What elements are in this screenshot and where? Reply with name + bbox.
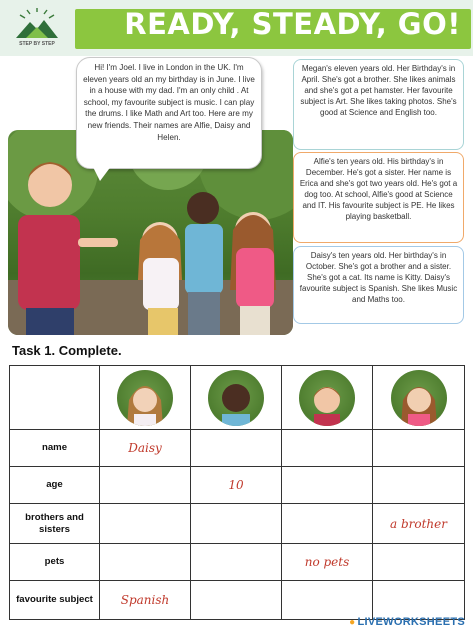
photo-cell-daisy [100,366,191,430]
table-row [10,467,465,504]
photo-row [10,366,465,430]
table-row [10,581,465,620]
answer-cell[interactable] [100,467,191,504]
answer-cell[interactable] [100,504,191,544]
speech-bubble-tail [92,165,112,181]
mountain-logo-icon [6,8,68,52]
boy-photo [208,370,264,426]
answer-cell[interactable] [282,467,373,504]
answer-cell[interactable] [191,544,282,581]
corner-cell [10,366,100,430]
girl-photo [391,370,447,426]
answer-cell[interactable]: 10 [191,467,282,504]
task-title: Task 1. Complete. [12,343,122,358]
answer-cell[interactable] [373,430,465,467]
alfie-text-box: Alfie's ten years old. His birthday's in December. He's got a sister. Her name is Erica and she's got two years old. He's got a dog too. At school, Alfie's good at Science and IT. His favourite subject is PE. He likes playing basketball. [293,152,464,243]
page-title: READY, STEADY, GO! [124,7,461,41]
row-label: pets [10,544,100,581]
daisy-text-box: Daisy's ten years old. Her birthday's in October. She's got a brother and a sister. She's got a cat. Its name is Kitty. Daisy's favourite subject is Spanish. She likes Music and Maths too. [293,246,464,324]
boy-photo [299,370,355,426]
table-row [10,504,465,544]
answer-cell[interactable]: Daisy [100,430,191,467]
row-label: age [10,467,100,504]
header-banner [0,0,473,56]
completion-table [9,365,465,620]
liveworksheets-logo-icon: ● [349,617,356,628]
photo-cell-boy-dark [191,366,282,430]
joel-speech-bubble: Hi! I'm Joel. I live in London in the UK. I'm eleven years old an my birthday is in June. I live in a house with my dad. I'm an only child . At school, my favourite subject is music. I can play the drums. I like Math and Art too. Here are my new friends. Their names are Alfie, Daisy and Helen. [76,57,262,169]
liveworksheets-watermark [349,616,465,628]
answer-cell[interactable] [191,581,282,620]
answer-cell[interactable] [191,504,282,544]
table-row [10,544,465,581]
photo-cell-joel [282,366,373,430]
row-label: brothers and sisters [10,504,100,544]
answer-cell[interactable] [282,430,373,467]
answer-cell[interactable]: Spanish [100,581,191,620]
answer-cell[interactable] [373,544,465,581]
watermark-text: LIVEWORKSHEETS [357,616,465,628]
answer-cell[interactable] [373,467,465,504]
photo-cell-girl-pink [373,366,465,430]
answer-cell[interactable] [100,544,191,581]
answer-cell[interactable] [282,581,373,620]
answer-cell[interactable] [373,581,465,620]
row-label: name [10,430,100,467]
row-label: favourite subject [10,581,100,620]
megan-text-box: Megan's eleven years old. Her Birthday's in April. She's got a brother. She likes animals and she's got a pet hamster. Her favourite subject is Art. She likes taking photos. She's good at Science and English too. [293,59,464,150]
answer-cell[interactable]: no pets [282,544,373,581]
answer-cell[interactable] [282,504,373,544]
table-row [10,430,465,467]
answer-cell[interactable] [191,430,282,467]
answer-cell[interactable]: a brother [373,504,465,544]
girl-photo [117,370,173,426]
logo-text: STEP BY STEP [19,41,55,47]
